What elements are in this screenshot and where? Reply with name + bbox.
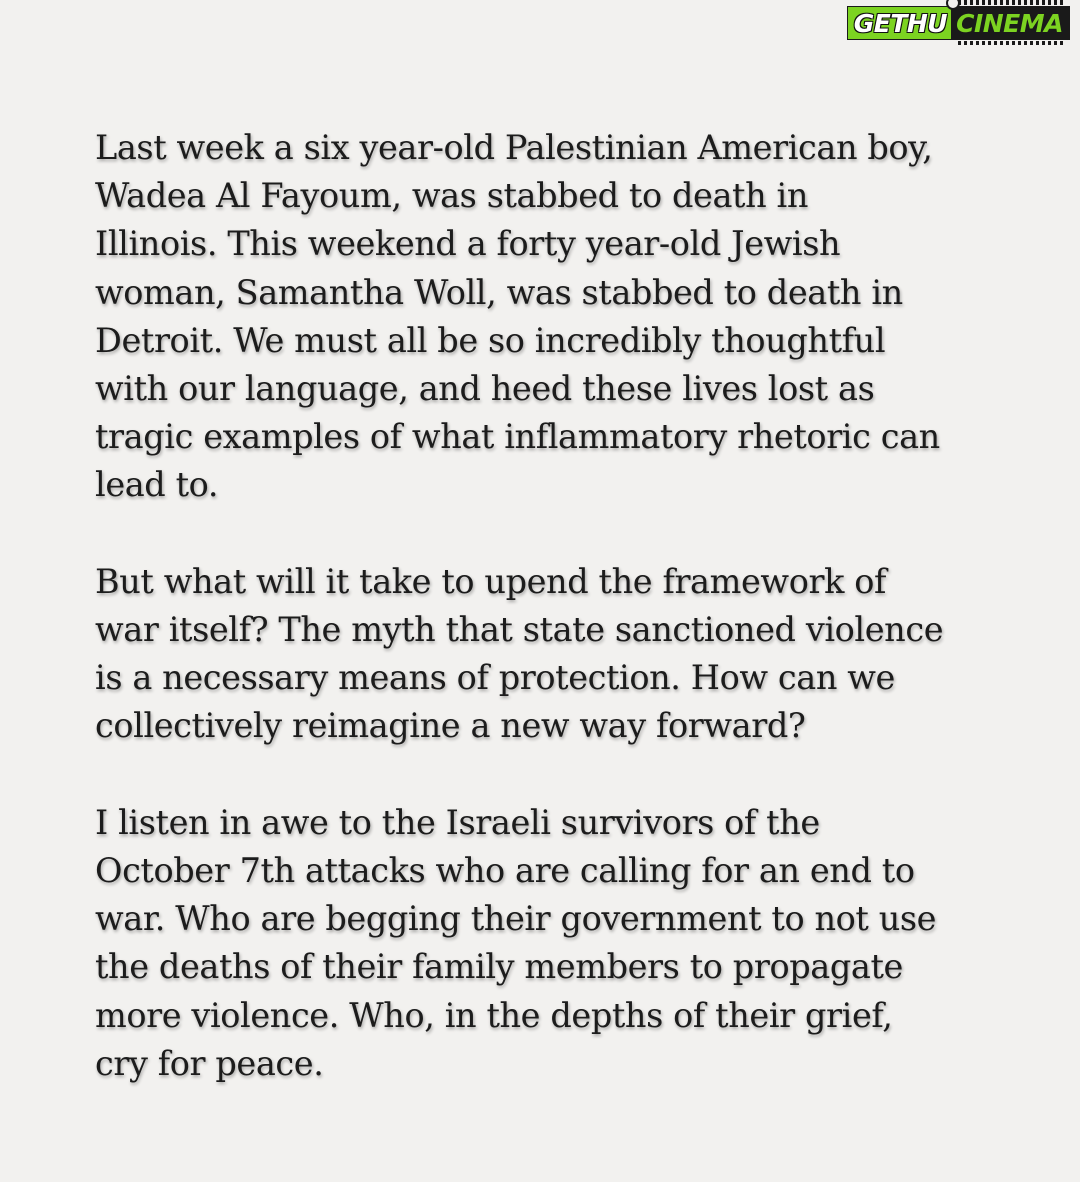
text-line: war. Who are begging their government to not use (95, 899, 937, 939)
text-line: the deaths of their family members to propagate (95, 947, 903, 987)
paragraph-3 (95, 799, 995, 1088)
text-line: is a necessary means of protection. How can we (95, 658, 895, 698)
text-line: lead to. (95, 465, 219, 505)
text-line: woman, Samantha Woll, was stabbed to death in (95, 272, 903, 312)
text-line: Last week a six year-old Palestinian American boy, (95, 128, 933, 167)
text-line: Wadea Al Fayoum, was stabbed to death in (95, 176, 809, 216)
watermark-logo (847, 6, 1070, 40)
paragraph-1 (95, 124, 995, 510)
text-line: tragic examples of what inflammatory rhetoric can (95, 417, 940, 457)
text-line: with our language, and heed these lives lost as (95, 369, 875, 409)
text-line: But what will it take to upend the framework of (95, 561, 886, 601)
text-line: more violence. Who, in the depths of their grief, (95, 995, 893, 1035)
watermark-text-cinema (951, 6, 1070, 40)
text-line: October 7th attacks who are calling for an end to (95, 851, 915, 891)
paragraph-gap (95, 751, 995, 799)
text-line: war itself? The myth that state sanctioned violence (95, 610, 944, 650)
paragraph-gap (95, 510, 995, 558)
text-line: collectively reimagine a new way forward? (95, 706, 806, 746)
text-line: Detroit. We must all be so incredibly thoughtful (95, 320, 886, 360)
text-line: I listen in awe to the Israeli survivors of the (95, 802, 820, 842)
text-line: cry for peace. (95, 1043, 324, 1083)
film-strip-icon (958, 0, 1065, 5)
text-line: Illinois. This weekend a forty year-old Jewish (95, 224, 841, 264)
paragraph-2 (95, 558, 995, 751)
statement-text (95, 124, 995, 1088)
watermark-text-gethu: GETHU (847, 6, 951, 40)
film-strip-bottom-icon (958, 41, 1065, 45)
watermark-cinema-label: CINEMA (956, 9, 1063, 38)
